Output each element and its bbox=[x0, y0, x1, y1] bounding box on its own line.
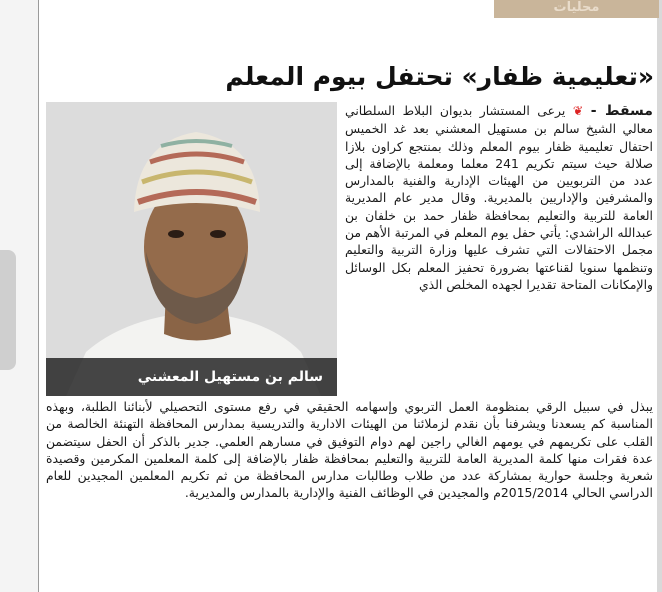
dateline: مسقط - bbox=[590, 103, 653, 119]
section-banner: محليات bbox=[494, 0, 659, 18]
logo-mark-icon: ❦ bbox=[572, 103, 584, 118]
portrait-illustration bbox=[46, 102, 337, 396]
side-scroll-tab[interactable] bbox=[0, 250, 16, 370]
photo-caption: سالم بن مستهيل المعشني bbox=[46, 358, 337, 396]
portrait-photo bbox=[46, 102, 337, 396]
article-headline: «تعليمية ظفار» تحتفل بيوم المعلم bbox=[225, 62, 654, 91]
lead-paragraph: يرعى المستشار بديوان البلاط السلطاني معالي الشيخ سالم بن مستهيل المعشني بعد غد الخميس احتفال تعليمية ظفار بيوم المعلم وذلك بمنتجع كراون بلازا صلالة حيث سيتم تكريم 241 معلما ومعلمة بالإضافة إلى عدد من التربويين من الهيئات الإدارية والفنية بالمدارس والمشرفين والإداريين بالمديرية. وقال مدير عام المديرية العامة للتربية والتعليم بمحافظة ظفار حمد بن خلفان بن عبدالله الراشدي: يأتي حفل يوم المعلم في المرتبة الأهم من مجمل الاحتفالات التي تشرف عليها وزارة التربية والتعليم وتنظمها سنويا لقناعتها بضرورة تحفيز المعلم بكل الوسائل والإمكانات المتاحة تقديرا لجهده المخلص الذي bbox=[345, 103, 653, 292]
article-body-paragraph: يبذل في سبيل الرقي بمنظومة العمل التربوي وإسهامه الحقيقي في رفع مستوى التحصيلي لأبنائنا الطلبة، وبهذه المناسبة كم يسعدنا ويشرفنا بأن نقدم لزملائنا من الهيئات الادارية والتدريسية بمدارس المحافظة التهنئة الخالصة من القلب على تكريمهم في يومهم الغالي راجين لهم دوام التوفيق في مسارهم العلمي. جدير بالذكر أن الحفل سيتضمن عدة فقرات منها كلمة المديرية العامة للتربية والتعليم بمحافظة ظفار بالإضافة إلى كلمة المعلمين المكرمين وقصيدة شعرية وجلسة حوارية بمشاركة عدد من طلاب وطالبات مدارس المحافظة من ثم تكريم المعلمين المجيدين للعام الدراسي الحالي 2015/2014م والمجيدين في الوظائف الفنية والإدارية بالمدارس والمديرية. bbox=[46, 399, 653, 501]
right-edge-strip bbox=[657, 0, 662, 592]
article-lead-column bbox=[345, 102, 653, 293]
page-edge-line bbox=[38, 0, 39, 592]
